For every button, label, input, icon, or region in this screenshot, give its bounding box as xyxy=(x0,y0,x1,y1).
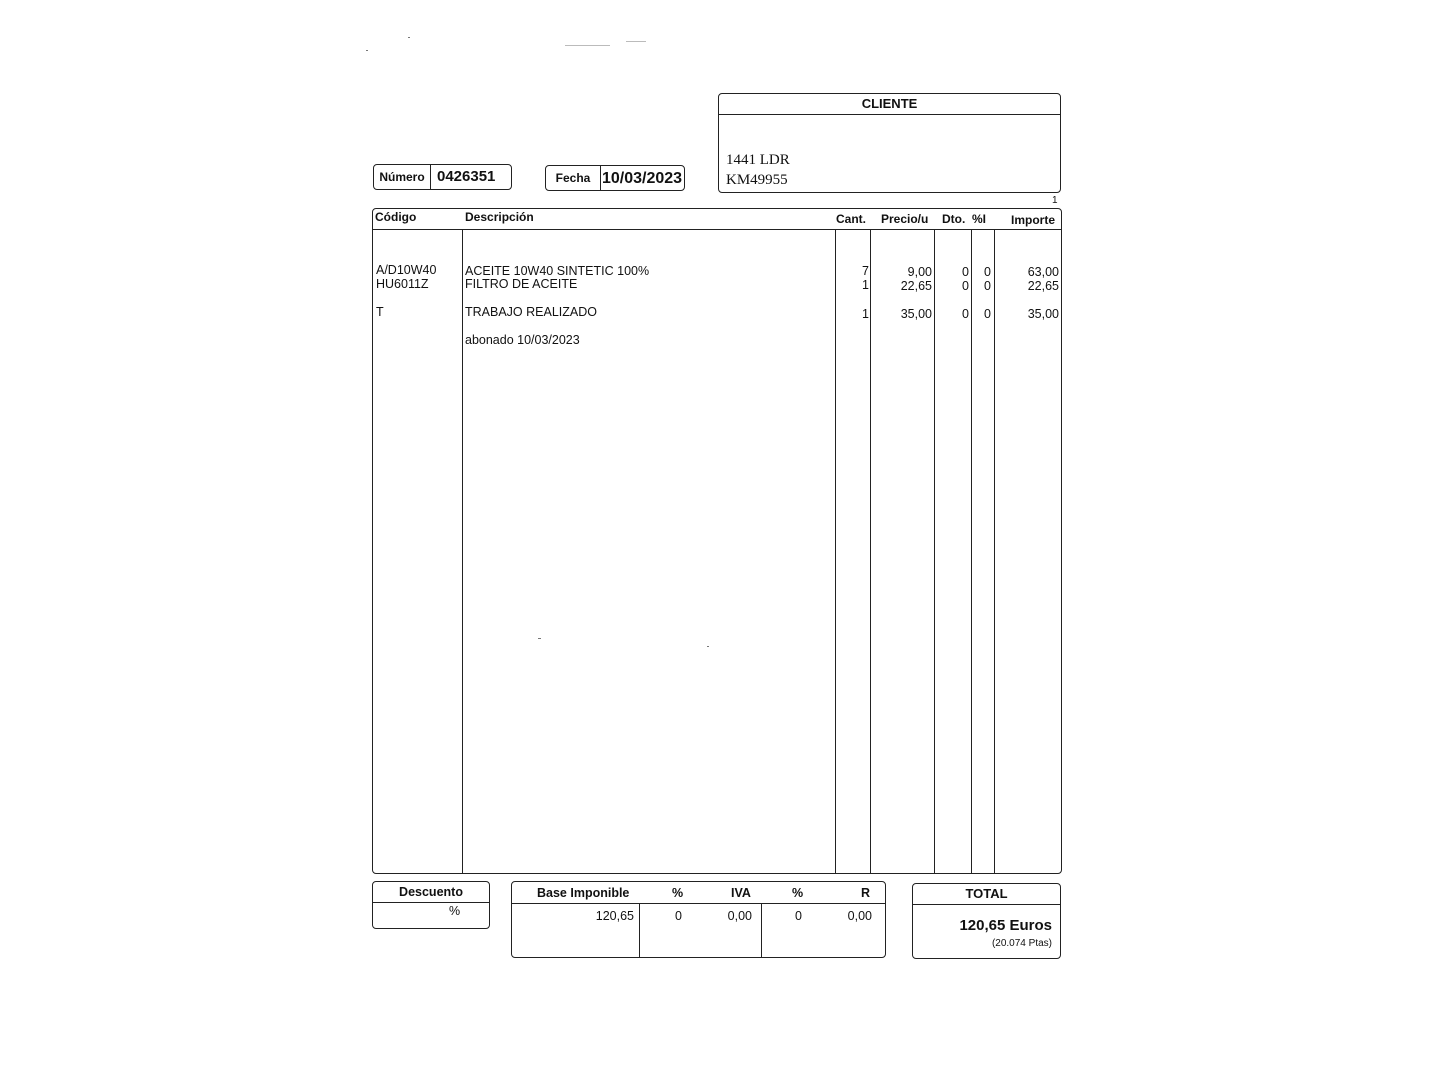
column-header-dto: Dto. xyxy=(942,212,966,226)
cliente-line-2: KM49955 xyxy=(726,172,788,188)
total-amount: 120,65 Euros xyxy=(959,917,1052,934)
row-2-precio: 22,65 xyxy=(900,279,932,293)
row-3-precio: 35,00 xyxy=(900,307,932,321)
scan-speck xyxy=(565,45,610,46)
row-1-precio: 9,00 xyxy=(907,265,932,279)
column-header-pct: %I xyxy=(972,212,987,226)
payment-note: abonado 10/03/2023 xyxy=(465,333,580,347)
row-3-descripcion: TRABAJO REALIZADO xyxy=(465,305,597,319)
pct-value-1: 0 xyxy=(675,909,682,923)
column-divider xyxy=(462,229,463,873)
row-3-codigo: T xyxy=(376,305,384,319)
fecha-value: 10/03/2023 xyxy=(602,170,683,187)
column-divider xyxy=(835,229,836,873)
row-1-pct: 0 xyxy=(984,265,991,279)
pct-header-1: % xyxy=(672,886,684,900)
total-title: TOTAL xyxy=(913,884,1060,905)
r-header: R xyxy=(861,886,871,900)
row-3-importe: 35,00 xyxy=(1027,307,1059,321)
column-divider xyxy=(971,229,972,873)
column-divider xyxy=(934,229,935,873)
descuento-box xyxy=(372,881,490,929)
row-3-pct: 0 xyxy=(984,307,991,321)
cliente-line-1: 1441 LDR xyxy=(726,152,790,168)
numero-value: 0426351 xyxy=(437,168,496,185)
row-2-pct: 0 xyxy=(984,279,991,293)
r-value: 0,00 xyxy=(847,909,872,923)
row-2-dto: 0 xyxy=(962,279,969,293)
fecha-label: Fecha xyxy=(546,166,601,190)
row-1-codigo: A/D10W40 xyxy=(376,263,437,277)
column-header-descripcion: Descripción xyxy=(465,210,534,224)
base-imponible-header: Base Imponible xyxy=(537,886,630,900)
row-2-cant: 1 xyxy=(862,278,869,292)
row-2-codigo: HU6011Z xyxy=(376,277,429,291)
row-1-importe: 63,00 xyxy=(1027,265,1059,279)
row-3-cant: 1 xyxy=(862,307,869,321)
cliente-box xyxy=(718,93,1061,193)
column-divider xyxy=(994,229,995,873)
row-2-importe: 22,65 xyxy=(1027,279,1059,293)
column-header-cant: Cant. xyxy=(836,212,866,226)
row-1-descripcion: ACEITE 10W40 SINTETIC 100% xyxy=(465,264,650,278)
header-divider xyxy=(373,229,1061,230)
descuento-pct: % xyxy=(449,904,461,918)
numero-box xyxy=(373,164,512,190)
row-1-cant: 7 xyxy=(862,264,869,278)
column-header-codigo: Código xyxy=(375,210,417,224)
descuento-title: Descuento xyxy=(373,882,489,903)
scan-speck xyxy=(626,41,646,42)
column-divider xyxy=(870,229,871,873)
row-3-dto: 0 xyxy=(962,307,969,321)
tax-header-divider xyxy=(512,903,885,904)
total-box xyxy=(912,883,1061,959)
base-imponible-value: 120,65 xyxy=(595,909,634,923)
scan-speck xyxy=(408,37,410,38)
iva-header: IVA xyxy=(731,886,751,900)
page-number: 1 xyxy=(1052,195,1058,206)
numero-label: Número xyxy=(374,165,431,189)
column-header-importe: Importe xyxy=(1011,213,1056,227)
total-ptas: (20.074 Ptas) xyxy=(991,938,1052,949)
scan-speck xyxy=(366,50,368,51)
column-header-precio: Precio/u xyxy=(881,212,929,226)
tax-summary-box xyxy=(511,881,886,958)
iva-value: 0,00 xyxy=(727,909,752,923)
fecha-box xyxy=(545,165,685,191)
tax-column-divider xyxy=(639,904,640,957)
row-2-descripcion: FILTRO DE ACEITE xyxy=(465,277,578,291)
pct-value-2: 0 xyxy=(795,909,802,923)
pct-header-2: % xyxy=(792,886,804,900)
items-table xyxy=(372,208,1062,874)
tax-column-divider xyxy=(761,904,762,957)
row-1-dto: 0 xyxy=(962,265,969,279)
cliente-title: CLIENTE xyxy=(719,94,1060,115)
